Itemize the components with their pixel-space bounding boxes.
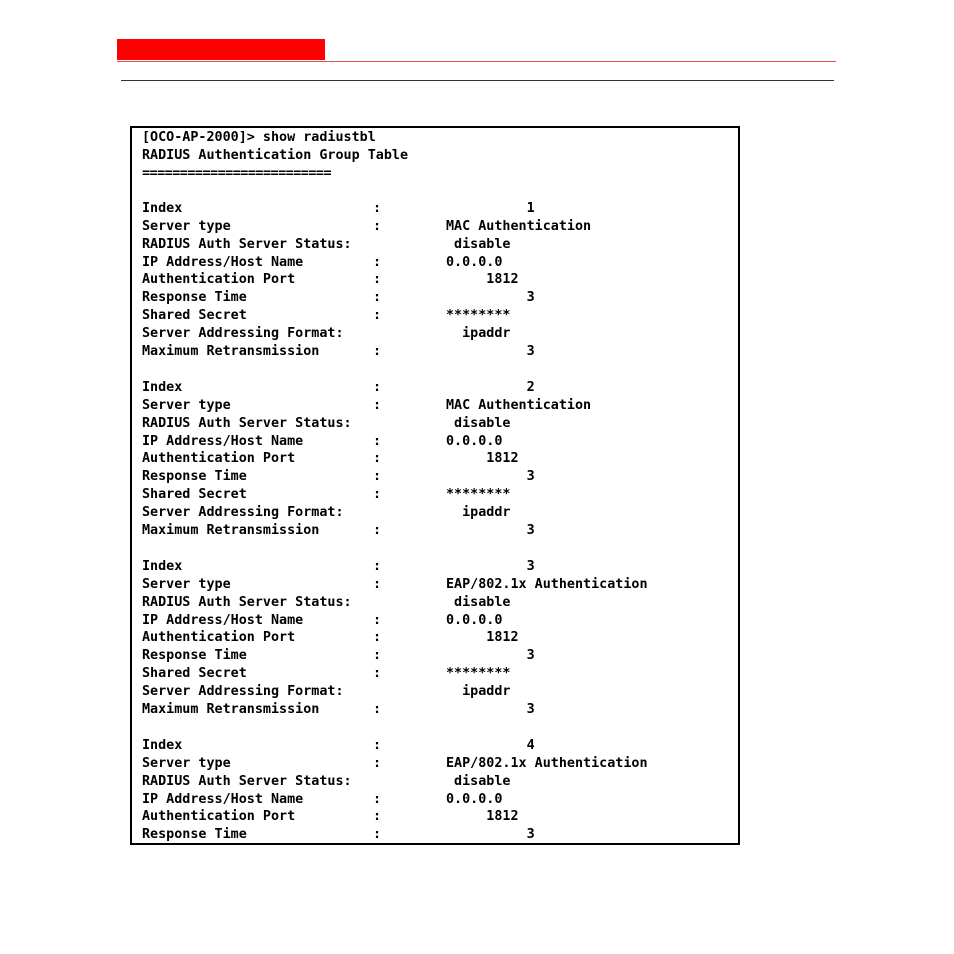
field-label: RADIUS Auth Server Status: (142, 773, 352, 789)
field-separator: : (373, 290, 382, 306)
field-label: Maximum Retransmission (142, 522, 320, 538)
field-separator: : (373, 451, 382, 467)
table-row (142, 433, 732, 451)
field-label: Response Time (142, 469, 247, 485)
table-row (142, 200, 732, 218)
field-value: 1812 (446, 451, 519, 467)
field-label: Shared Secret (142, 666, 247, 682)
field-label: Authentication Port (142, 272, 296, 288)
table-row (142, 558, 732, 576)
field-separator: : (373, 380, 382, 395)
table-row (142, 450, 732, 468)
field-label: Index (142, 738, 183, 753)
field-separator: : (373, 791, 382, 807)
field-separator: : (373, 397, 382, 413)
table-row (142, 343, 732, 361)
field-value: 4 (446, 738, 535, 753)
field-label: IP Address/Host Name (142, 254, 304, 270)
field-label: Maximum Retransmission (142, 701, 320, 717)
field-label: Response Time (142, 827, 247, 843)
table-row (142, 612, 732, 630)
field-label: Server Addressing Format: (142, 504, 344, 520)
field-separator: : (373, 666, 382, 682)
field-separator: : (373, 827, 382, 843)
table-row (142, 236, 732, 254)
field-label: Index (142, 559, 183, 574)
field-separator: : (373, 576, 382, 592)
field-value: 1812 (446, 272, 519, 288)
table-row (142, 594, 732, 612)
table-row (142, 791, 732, 809)
field-separator: : (373, 218, 382, 234)
table-row (142, 629, 732, 647)
table-row (142, 504, 732, 522)
field-value: 3 (446, 648, 535, 664)
field-separator: : (373, 522, 382, 538)
field-value: 0.0.0.0 (446, 612, 503, 628)
field-value: ipaddr (446, 504, 511, 520)
field-value: 1812 (446, 630, 519, 646)
field-value: 0.0.0.0 (446, 433, 503, 449)
field-separator: : (373, 701, 382, 717)
field-separator: : (373, 272, 382, 288)
table-row (142, 486, 732, 504)
field-separator: : (373, 648, 382, 664)
field-value: disable (446, 415, 511, 431)
table-row (142, 522, 732, 540)
field-value: ******** (446, 487, 511, 503)
field-label: Server type (142, 397, 231, 413)
field-value: 3 (446, 290, 535, 306)
terminal-screenshot (130, 126, 740, 845)
field-label: IP Address/Host Name (142, 791, 304, 807)
field-value: ipaddr (446, 683, 511, 699)
table-row (142, 665, 732, 683)
field-separator: : (373, 469, 382, 485)
field-value: EAP/802.1x Authentication (446, 755, 648, 771)
table-row (142, 701, 732, 719)
table-title: RADIUS Authentication Group Table (142, 148, 409, 163)
field-value: disable (446, 773, 511, 789)
table-row (142, 289, 732, 307)
field-value: ipaddr (446, 325, 511, 341)
field-label: Response Time (142, 648, 247, 664)
field-value: MAC Authentication (446, 397, 592, 413)
header-accent-bar (117, 39, 325, 60)
field-separator: : (373, 308, 382, 324)
field-separator: : (373, 755, 382, 771)
field-value: disable (446, 594, 511, 610)
table-row (142, 218, 732, 236)
table-row (142, 271, 732, 289)
field-value: disable (446, 236, 511, 252)
title-underline: ========================= (142, 166, 332, 181)
table-row (142, 254, 732, 272)
field-label: Authentication Port (142, 451, 296, 467)
field-value: 1 (446, 201, 535, 216)
table-row (142, 379, 732, 397)
field-label: RADIUS Auth Server Status: (142, 236, 352, 252)
header-divider-red (117, 61, 836, 62)
table-row (142, 415, 732, 433)
field-value: 0.0.0.0 (446, 791, 503, 807)
field-value: 3 (446, 522, 535, 538)
field-value: EAP/802.1x Authentication (446, 576, 648, 592)
field-label: Server Addressing Format: (142, 683, 344, 699)
field-value: 2 (446, 380, 535, 395)
field-separator: : (373, 559, 382, 574)
table-row (142, 808, 732, 826)
field-label: Server type (142, 576, 231, 592)
field-separator: : (373, 343, 382, 359)
field-label: Authentication Port (142, 809, 296, 825)
table-row (142, 325, 732, 343)
field-label: Server type (142, 755, 231, 771)
header-divider (121, 80, 834, 81)
field-label: Server Addressing Format: (142, 325, 344, 341)
field-label: Server type (142, 218, 231, 234)
table-row (142, 307, 732, 325)
table-row (142, 683, 732, 701)
field-separator: : (373, 487, 382, 503)
field-value: MAC Authentication (446, 218, 592, 234)
field-label: Response Time (142, 290, 247, 306)
field-value: 0.0.0.0 (446, 254, 503, 270)
table-row (142, 737, 732, 755)
field-label: Index (142, 380, 183, 395)
field-separator: : (373, 738, 382, 753)
table-row (142, 826, 732, 844)
command-line: [OCO-AP-2000]> show radiustbl (142, 130, 376, 145)
field-label: Shared Secret (142, 487, 247, 503)
table-row (142, 647, 732, 665)
field-separator: : (373, 809, 382, 825)
field-label: Authentication Port (142, 630, 296, 646)
field-label: IP Address/Host Name (142, 612, 304, 628)
field-label: IP Address/Host Name (142, 433, 304, 449)
field-label: RADIUS Auth Server Status: (142, 594, 352, 610)
field-label: RADIUS Auth Server Status: (142, 415, 352, 431)
field-label: Maximum Retransmission (142, 343, 320, 359)
table-row (142, 773, 732, 791)
table-row (142, 576, 732, 594)
field-value: 3 (446, 559, 535, 574)
field-label: Shared Secret (142, 308, 247, 324)
field-value: ******** (446, 308, 511, 324)
field-separator: : (373, 254, 382, 270)
table-row (142, 755, 732, 773)
field-separator: : (373, 433, 382, 449)
field-value: 3 (446, 701, 535, 717)
field-value: 3 (446, 469, 535, 485)
field-value: 3 (446, 827, 535, 843)
field-value: ******** (446, 666, 511, 682)
table-row (142, 397, 732, 415)
field-separator: : (373, 201, 382, 216)
field-separator: : (373, 612, 382, 628)
field-label: Index (142, 201, 183, 216)
field-value: 1812 (446, 809, 519, 825)
field-separator: : (373, 630, 382, 646)
table-row (142, 468, 732, 486)
field-value: 3 (446, 343, 535, 359)
